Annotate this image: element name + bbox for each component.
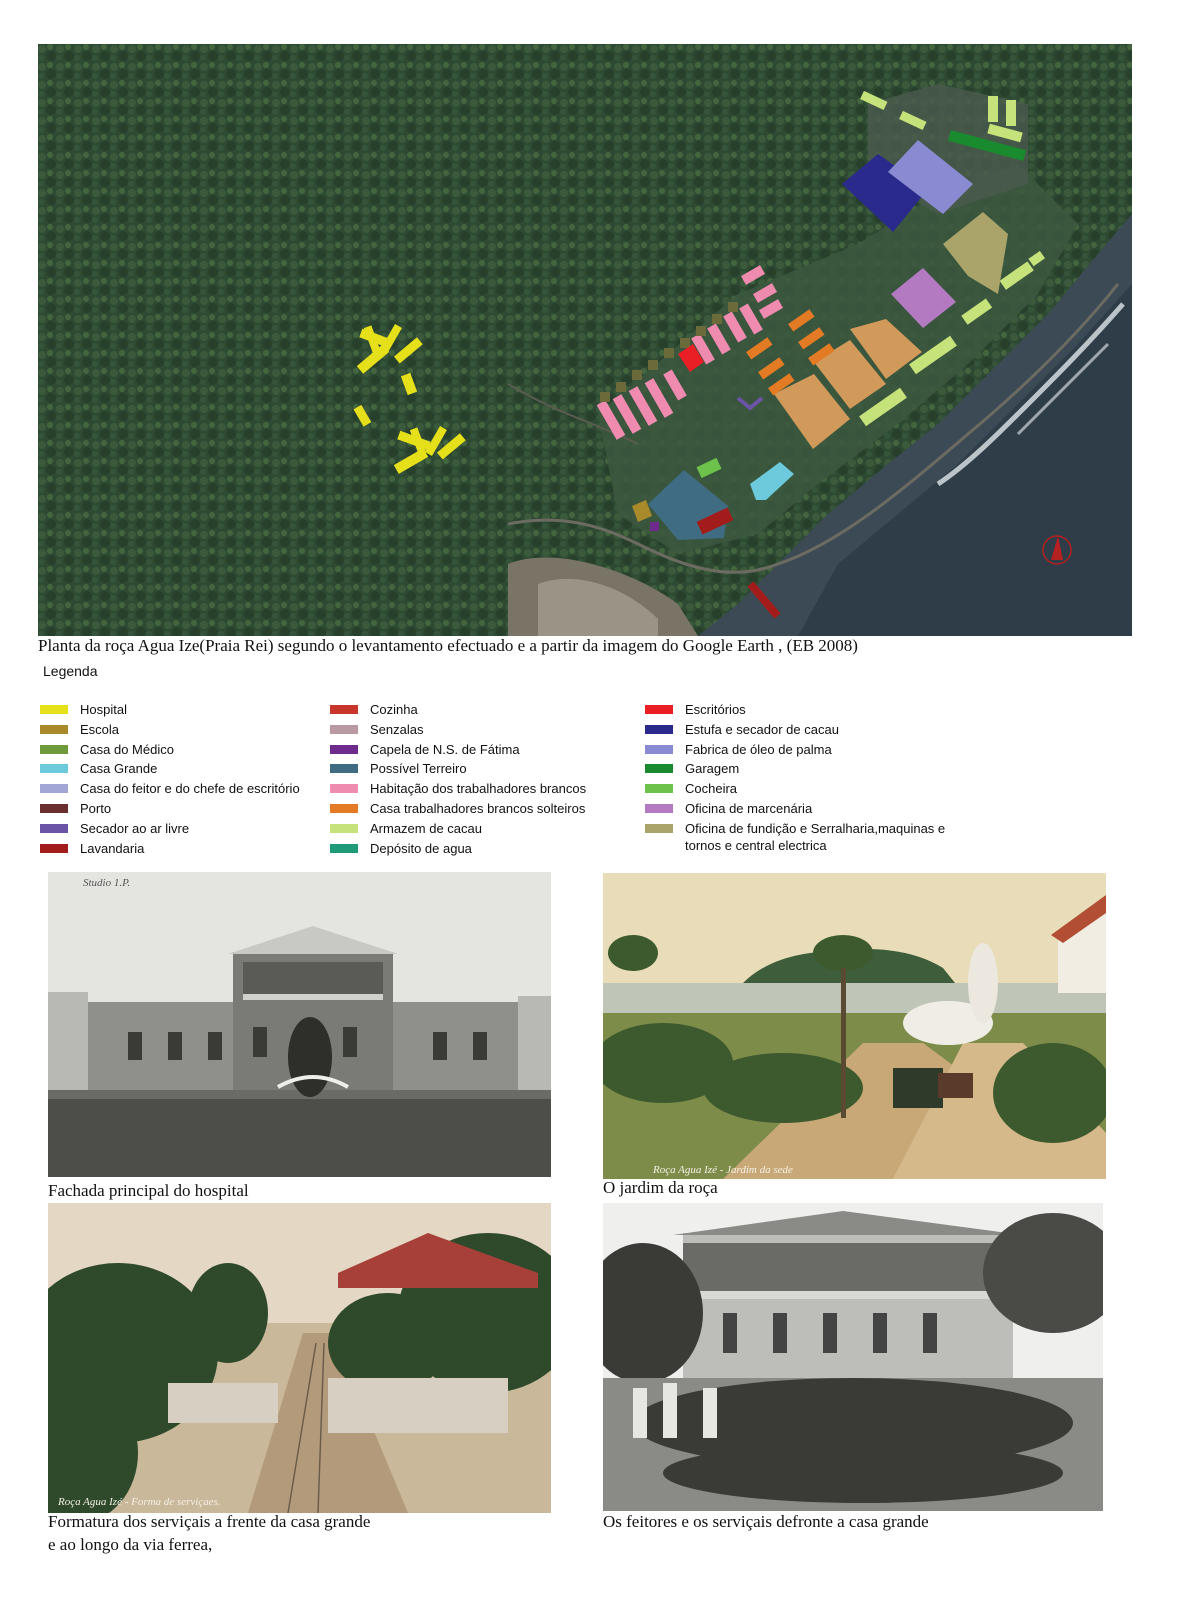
legend-item: Casa Grande <box>40 761 300 781</box>
legend-title: Legenda <box>43 663 98 679</box>
legend-item-continuation: tornos e central electrica <box>685 837 827 853</box>
caption-garden: O jardim da roça <box>603 1178 718 1197</box>
legend-swatch <box>645 705 673 714</box>
photo-workers-formation <box>48 1203 551 1513</box>
legend-item: Habitação dos trabalhadores brancos <box>330 781 586 801</box>
legend-item: Possível Terreiro <box>330 761 586 781</box>
legend-item: Casa do Médico <box>40 742 300 762</box>
legend-swatch <box>645 784 673 793</box>
legend-item: Hospital <box>40 702 300 722</box>
legend-item: Secador ao ar livre <box>40 821 300 841</box>
legend-item: Garagem <box>645 761 945 781</box>
legend-item: Estufa e secador de cacau <box>645 722 945 742</box>
legend-swatch <box>330 784 358 793</box>
legend-swatch <box>40 824 68 833</box>
legend-item: Lavandaria <box>40 841 300 861</box>
legend-swatch <box>645 745 673 754</box>
legend-column-1 <box>40 702 300 860</box>
photo-hospital-facade <box>48 872 551 1177</box>
caption-formation-line1: Formatura dos serviçais a frente da casa grande <box>48 1512 371 1531</box>
legend-swatch <box>40 745 68 754</box>
legend-swatch <box>40 844 68 853</box>
legend-swatch <box>645 804 673 813</box>
legend-item: Escola <box>40 722 300 742</box>
legend-swatch <box>330 804 358 813</box>
caption-formation-line2: e ao longo da via ferrea, <box>48 1535 213 1554</box>
legend-swatch <box>330 745 358 754</box>
legend-swatch <box>330 824 358 833</box>
site-plan-map <box>38 44 1132 636</box>
legend-swatch <box>645 764 673 773</box>
photo-inscription: Roça Agua Izé - Jardim da sede <box>653 1164 793 1176</box>
photo-inscription: Roça Agua Izé - Forma de serviçaes. <box>58 1496 221 1508</box>
legend-swatch <box>40 725 68 734</box>
legend-swatch <box>330 705 358 714</box>
legend-swatch <box>40 804 68 813</box>
legend-swatch <box>330 725 358 734</box>
map-caption: Planta da roça Agua Ize(Praia Rei) segundo o levantamento efectuado e a partir da imagem do Google Earth , (EB 2008) <box>38 636 858 655</box>
legend-swatch <box>645 824 673 833</box>
caption-overseers: Os feitores e os serviçais defronte a casa grande <box>603 1512 929 1531</box>
photo-inscription: Studio 1.P. <box>83 877 131 889</box>
legend-swatch <box>40 705 68 714</box>
legend-swatch <box>645 725 673 734</box>
photo-overseers-workers <box>603 1203 1103 1511</box>
legend-column-3 <box>645 702 945 854</box>
legend-item: Casa do feitor e do chefe de escritório <box>40 781 300 801</box>
photo-garden <box>603 873 1106 1179</box>
legend-swatch <box>330 764 358 773</box>
legend-item: Oficina de marcenária <box>645 801 945 821</box>
legend-item: Fabrica de óleo de palma <box>645 742 945 762</box>
legend-item: Cocheira <box>645 781 945 801</box>
legend-swatch <box>40 764 68 773</box>
legend-column-2 <box>330 702 586 860</box>
legend-item: Porto <box>40 801 300 821</box>
caption-hospital: Fachada principal do hospital <box>48 1181 249 1200</box>
satellite-image <box>38 44 1132 636</box>
legend-swatch <box>40 784 68 793</box>
legend-swatch <box>330 844 358 853</box>
legend-item: Capela de N.S. de Fátima <box>330 742 586 762</box>
legend-item: Casa trabalhadores brancos solteiros <box>330 801 586 821</box>
legend-item: Senzalas <box>330 722 586 742</box>
legend-item: Escritórios <box>645 702 945 722</box>
legend-item: Depósito de agua <box>330 841 586 861</box>
legend-item: Cozinha <box>330 702 586 722</box>
legend-item: Oficina de fundição e Serralharia,maquinas e <box>645 821 945 841</box>
legend-item: Armazem de cacau <box>330 821 586 841</box>
